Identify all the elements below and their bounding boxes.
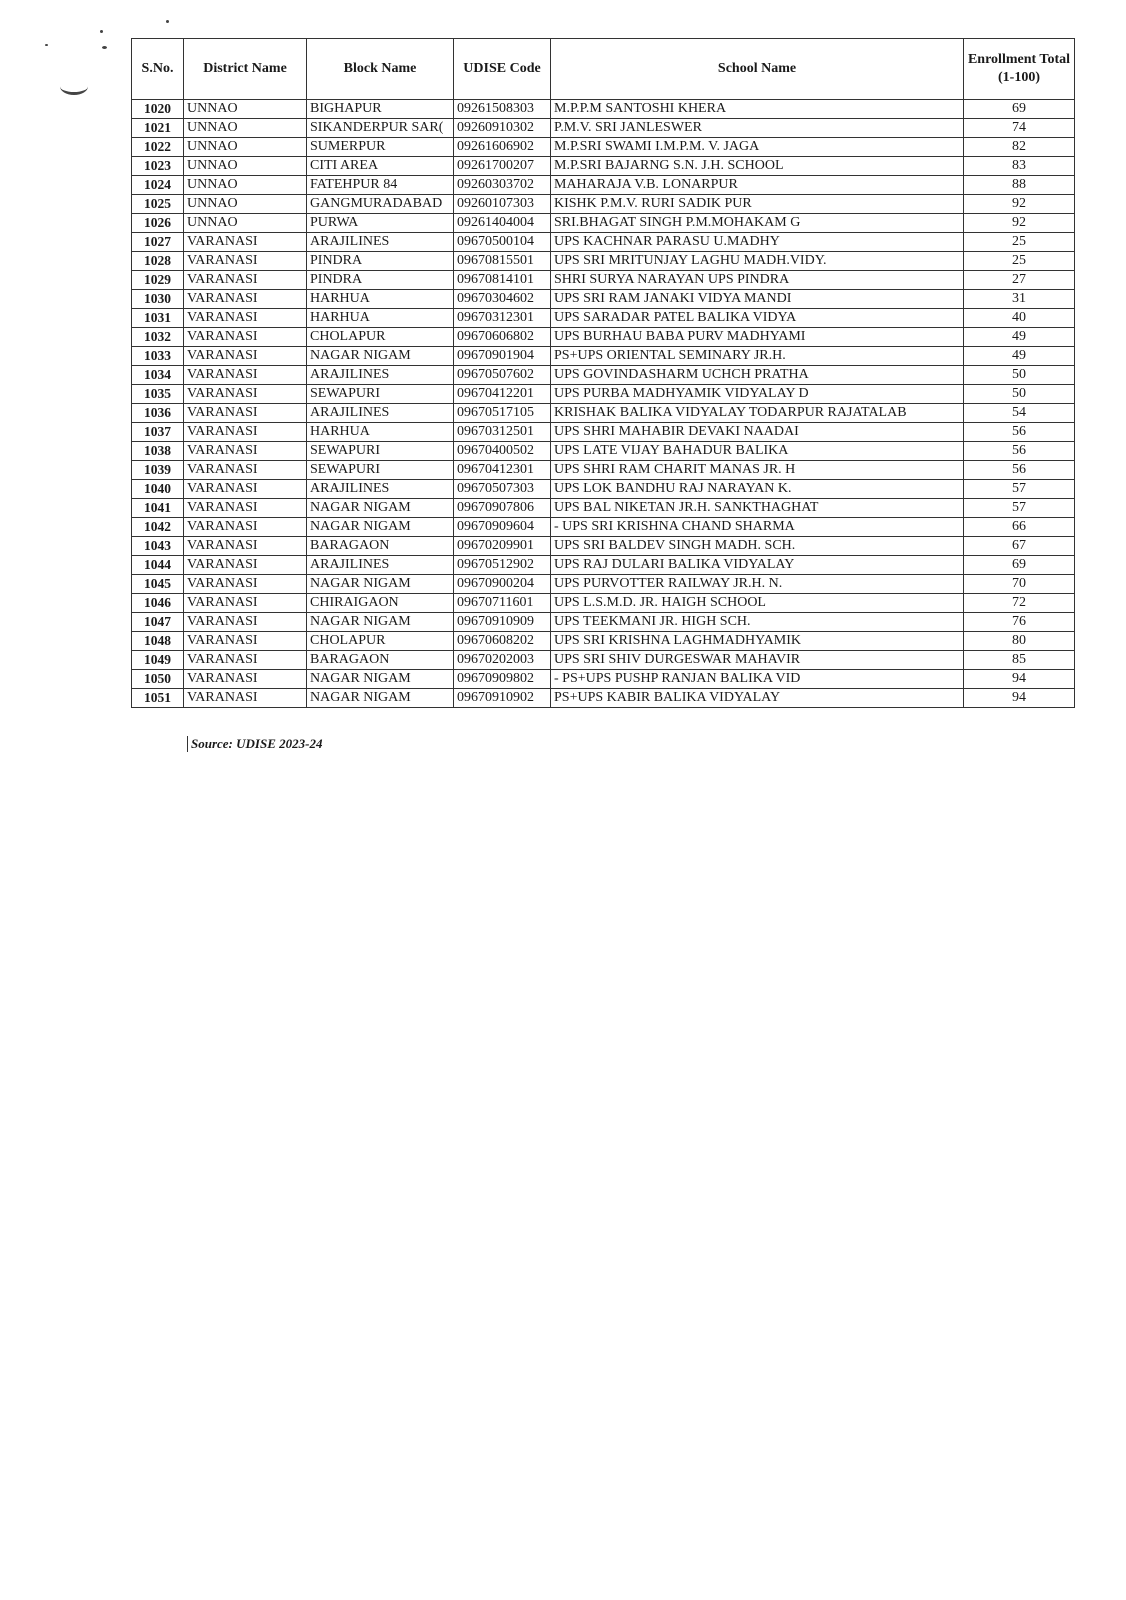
cell-block: CITI AREA — [307, 157, 454, 176]
cell-sno: 1025 — [132, 195, 184, 214]
cell-district: VARANASI — [184, 632, 307, 651]
cell-block: PINDRA — [307, 271, 454, 290]
table-row — [132, 328, 1075, 347]
cell-enrollment: 88 — [964, 176, 1075, 195]
cell-sno: 1047 — [132, 613, 184, 632]
cell-udise: 09670606802 — [454, 328, 551, 347]
cell-enrollment: 49 — [964, 347, 1075, 366]
cell-enrollment: 25 — [964, 252, 1075, 271]
cell-sno: 1037 — [132, 423, 184, 442]
table-row — [132, 480, 1075, 499]
cell-udise: 09670909604 — [454, 518, 551, 537]
source-note: Source: UDISE 2023-24 — [187, 736, 322, 752]
cell-school: M.P.SRI SWAMI I.M.P.M. V. JAGA — [551, 138, 964, 157]
table-row — [132, 575, 1075, 594]
table-row — [132, 385, 1075, 404]
table-row — [132, 195, 1075, 214]
table-row — [132, 518, 1075, 537]
cell-sno: 1021 — [132, 119, 184, 138]
cell-block: ARAJILINES — [307, 404, 454, 423]
table-row — [132, 423, 1075, 442]
cell-sno: 1045 — [132, 575, 184, 594]
cell-enrollment: 57 — [964, 480, 1075, 499]
cell-district: UNNAO — [184, 214, 307, 233]
cell-enrollment: 50 — [964, 385, 1075, 404]
cell-sno: 1041 — [132, 499, 184, 518]
cell-school: UPS L.S.M.D. JR. HAIGH SCHOOL — [551, 594, 964, 613]
cell-block: NAGAR NIGAM — [307, 689, 454, 708]
cell-block: NAGAR NIGAM — [307, 575, 454, 594]
cell-udise: 09670901904 — [454, 347, 551, 366]
cell-block: HARHUA — [307, 290, 454, 309]
cell-udise: 09670608202 — [454, 632, 551, 651]
table-row — [132, 157, 1075, 176]
cell-sno: 1043 — [132, 537, 184, 556]
cell-udise: 09670412201 — [454, 385, 551, 404]
cell-enrollment: 76 — [964, 613, 1075, 632]
cell-district: VARANASI — [184, 385, 307, 404]
cell-enrollment: 50 — [964, 366, 1075, 385]
cell-udise: 09261606902 — [454, 138, 551, 157]
cell-block: CHOLAPUR — [307, 328, 454, 347]
cell-enrollment: 94 — [964, 689, 1075, 708]
cell-block: NAGAR NIGAM — [307, 613, 454, 632]
cell-school: UPS BAL NIKETAN JR.H. SANKTHAGHAT — [551, 499, 964, 518]
cell-udise: 09670500104 — [454, 233, 551, 252]
table-row — [132, 404, 1075, 423]
table-row — [132, 537, 1075, 556]
cell-enrollment: 92 — [964, 214, 1075, 233]
cell-school: UPS RAJ DULARI BALIKA VIDYALAY — [551, 556, 964, 575]
cell-sno: 1032 — [132, 328, 184, 347]
cell-enrollment: 40 — [964, 309, 1075, 328]
cell-school: UPS SARADAR PATEL BALIKA VIDYA — [551, 309, 964, 328]
cell-udise: 09670907806 — [454, 499, 551, 518]
cell-udise: 09670202003 — [454, 651, 551, 670]
cell-block: ARAJILINES — [307, 556, 454, 575]
cell-udise: 09670507303 — [454, 480, 551, 499]
scan-mark — [60, 78, 88, 95]
cell-school: P.M.V. SRI JANLESWER — [551, 119, 964, 138]
table-row — [132, 594, 1075, 613]
cell-school: UPS LATE VIJAY BAHADUR BALIKA — [551, 442, 964, 461]
cell-district: VARANASI — [184, 537, 307, 556]
cell-district: VARANASI — [184, 461, 307, 480]
cell-sno: 1034 — [132, 366, 184, 385]
table-row — [132, 366, 1075, 385]
cell-sno: 1049 — [132, 651, 184, 670]
table-row — [132, 499, 1075, 518]
cell-enrollment: 82 — [964, 138, 1075, 157]
cell-enrollment: 54 — [964, 404, 1075, 423]
cell-block: PINDRA — [307, 252, 454, 271]
cell-block: SIKANDERPUR SAR( — [307, 119, 454, 138]
cell-block: ARAJILINES — [307, 366, 454, 385]
table-row — [132, 347, 1075, 366]
cell-district: VARANASI — [184, 252, 307, 271]
cell-district: VARANASI — [184, 575, 307, 594]
cell-block: BARAGAON — [307, 537, 454, 556]
cell-sno: 1027 — [132, 233, 184, 252]
cell-udise: 09260303702 — [454, 176, 551, 195]
cell-sno: 1038 — [132, 442, 184, 461]
header-udise: UDISE Code — [454, 39, 551, 100]
cell-district: VARANASI — [184, 423, 307, 442]
cell-district: VARANASI — [184, 518, 307, 537]
cell-sno: 1031 — [132, 309, 184, 328]
cell-sno: 1050 — [132, 670, 184, 689]
cell-enrollment: 27 — [964, 271, 1075, 290]
cell-udise: 09670909802 — [454, 670, 551, 689]
cell-sno: 1033 — [132, 347, 184, 366]
cell-school: UPS GOVINDASHARM UCHCH PRATHA — [551, 366, 964, 385]
cell-school: UPS SRI BALDEV SINGH MADH. SCH. — [551, 537, 964, 556]
cell-school: UPS SRI KRISHNA LAGHMADHYAMIK — [551, 632, 964, 651]
cell-udise: 09670312301 — [454, 309, 551, 328]
header-school: School Name — [551, 39, 964, 100]
cell-enrollment: 85 — [964, 651, 1075, 670]
cell-district: VARANASI — [184, 689, 307, 708]
cell-school: PS+UPS ORIENTAL SEMINARY JR.H. — [551, 347, 964, 366]
cell-school: UPS PURVOTTER RAILWAY JR.H. N. — [551, 575, 964, 594]
table-row — [132, 252, 1075, 271]
cell-enrollment: 74 — [964, 119, 1075, 138]
cell-district: UNNAO — [184, 195, 307, 214]
cell-udise: 09261700207 — [454, 157, 551, 176]
cell-sno: 1042 — [132, 518, 184, 537]
cell-enrollment: 69 — [964, 100, 1075, 119]
cell-udise: 09670209901 — [454, 537, 551, 556]
table-row — [132, 670, 1075, 689]
cell-enrollment: 94 — [964, 670, 1075, 689]
cell-sno: 1040 — [132, 480, 184, 499]
cell-school: UPS SRI RAM JANAKI VIDYA MANDI — [551, 290, 964, 309]
cell-school: M.P.P.M SANTOSHI KHERA — [551, 100, 964, 119]
cell-block: NAGAR NIGAM — [307, 347, 454, 366]
cell-udise: 09670517105 — [454, 404, 551, 423]
cell-school: KRISHAK BALIKA VIDYALAY TODARPUR RAJATALAB — [551, 404, 964, 423]
cell-school: - UPS SRI KRISHNA CHAND SHARMA — [551, 518, 964, 537]
cell-block: BIGHAPUR — [307, 100, 454, 119]
cell-udise: 09261404004 — [454, 214, 551, 233]
cell-district: VARANASI — [184, 442, 307, 461]
cell-sno: 1023 — [132, 157, 184, 176]
scan-speck — [100, 30, 103, 33]
table-row — [132, 290, 1075, 309]
cell-enrollment: 49 — [964, 328, 1075, 347]
header-sno: S.No. — [132, 39, 184, 100]
table-row — [132, 556, 1075, 575]
cell-school: UPS SRI MRITUNJAY LAGHU MADH.VIDY. — [551, 252, 964, 271]
cell-school: KISHK P.M.V. RURI SADIK PUR — [551, 195, 964, 214]
cell-sno: 1029 — [132, 271, 184, 290]
cell-school: PS+UPS KABIR BALIKA VIDYALAY — [551, 689, 964, 708]
table-row — [132, 613, 1075, 632]
cell-enrollment: 67 — [964, 537, 1075, 556]
cell-school: SRI.BHAGAT SINGH P.M.MOHAKAM G — [551, 214, 964, 233]
cell-district: UNNAO — [184, 176, 307, 195]
cell-sno: 1044 — [132, 556, 184, 575]
cell-sno: 1024 — [132, 176, 184, 195]
cell-district: VARANASI — [184, 480, 307, 499]
cell-udise: 09670304602 — [454, 290, 551, 309]
cell-enrollment: 83 — [964, 157, 1075, 176]
cell-udise: 09670400502 — [454, 442, 551, 461]
cell-school: UPS BURHAU BABA PURV MADHYAMI — [551, 328, 964, 347]
cell-block: FATEHPUR 84 — [307, 176, 454, 195]
cell-district: VARANASI — [184, 366, 307, 385]
cell-sno: 1030 — [132, 290, 184, 309]
cell-school: UPS LOK BANDHU RAJ NARAYAN K. — [551, 480, 964, 499]
cell-enrollment: 57 — [964, 499, 1075, 518]
cell-sno: 1048 — [132, 632, 184, 651]
cell-block: ARAJILINES — [307, 480, 454, 499]
cell-block: HARHUA — [307, 309, 454, 328]
cell-school: UPS TEEKMANI JR. HIGH SCH. — [551, 613, 964, 632]
cell-enrollment: 69 — [964, 556, 1075, 575]
cell-enrollment: 56 — [964, 461, 1075, 480]
table-row — [132, 214, 1075, 233]
cell-district: VARANASI — [184, 613, 307, 632]
cell-sno: 1039 — [132, 461, 184, 480]
cell-enrollment: 56 — [964, 423, 1075, 442]
cell-udise: 09260107303 — [454, 195, 551, 214]
header-block: Block Name — [307, 39, 454, 100]
cell-sno: 1046 — [132, 594, 184, 613]
cell-school: UPS SHRI RAM CHARIT MANAS JR. H — [551, 461, 964, 480]
cell-school: UPS KACHNAR PARASU U.MADHY — [551, 233, 964, 252]
cell-block: HARHUA — [307, 423, 454, 442]
cell-block: GANGMURADABAD — [307, 195, 454, 214]
cell-block: CHOLAPUR — [307, 632, 454, 651]
cell-district: UNNAO — [184, 138, 307, 157]
cell-sno: 1026 — [132, 214, 184, 233]
cell-block: PURWA — [307, 214, 454, 233]
scan-speck — [102, 46, 107, 49]
cell-district: VARANASI — [184, 499, 307, 518]
cell-block: SUMERPUR — [307, 138, 454, 157]
table-row — [132, 138, 1075, 157]
table-row — [132, 461, 1075, 480]
table-row — [132, 176, 1075, 195]
cell-udise: 09261508303 — [454, 100, 551, 119]
cell-udise: 09670900204 — [454, 575, 551, 594]
enrollment-table — [131, 38, 1075, 708]
cell-sno: 1051 — [132, 689, 184, 708]
cell-enrollment: 31 — [964, 290, 1075, 309]
cell-sno: 1022 — [132, 138, 184, 157]
cell-district: VARANASI — [184, 290, 307, 309]
cell-district: UNNAO — [184, 100, 307, 119]
cell-sno: 1036 — [132, 404, 184, 423]
cell-block: SEWAPURI — [307, 385, 454, 404]
scan-speck — [45, 44, 48, 46]
cell-udise: 09670507602 — [454, 366, 551, 385]
cell-enrollment: 25 — [964, 233, 1075, 252]
cell-block: SEWAPURI — [307, 461, 454, 480]
cell-district: VARANASI — [184, 651, 307, 670]
cell-udise: 09670910902 — [454, 689, 551, 708]
cell-district: VARANASI — [184, 347, 307, 366]
cell-udise: 09670512902 — [454, 556, 551, 575]
cell-udise: 09670412301 — [454, 461, 551, 480]
table-row — [132, 442, 1075, 461]
cell-block: ARAJILINES — [307, 233, 454, 252]
cell-enrollment: 92 — [964, 195, 1075, 214]
cell-school: MAHARAJA V.B. LONARPUR — [551, 176, 964, 195]
cell-sno: 1020 — [132, 100, 184, 119]
cell-enrollment: 70 — [964, 575, 1075, 594]
cell-school: UPS SRI SHIV DURGESWAR MAHAVIR — [551, 651, 964, 670]
cell-district: VARANASI — [184, 556, 307, 575]
cell-udise: 09670815501 — [454, 252, 551, 271]
table-header-row — [132, 39, 1075, 100]
cell-enrollment: 80 — [964, 632, 1075, 651]
cell-enrollment: 56 — [964, 442, 1075, 461]
cell-block: NAGAR NIGAM — [307, 518, 454, 537]
cell-school: M.P.SRI BAJARNG S.N. J.H. SCHOOL — [551, 157, 964, 176]
table-row — [132, 100, 1075, 119]
cell-school: - PS+UPS PUSHP RANJAN BALIKA VID — [551, 670, 964, 689]
header-district: District Name — [184, 39, 307, 100]
cell-block: CHIRAIGAON — [307, 594, 454, 613]
header-enrollment: Enrollment Total (1-100) — [964, 39, 1075, 100]
cell-udise: 09670711601 — [454, 594, 551, 613]
cell-block: SEWAPURI — [307, 442, 454, 461]
cell-district: VARANASI — [184, 404, 307, 423]
scan-speck — [166, 20, 169, 23]
cell-enrollment: 72 — [964, 594, 1075, 613]
table-row — [132, 233, 1075, 252]
table-row — [132, 119, 1075, 138]
cell-block: BARAGAON — [307, 651, 454, 670]
cell-block: NAGAR NIGAM — [307, 670, 454, 689]
table-row — [132, 309, 1075, 328]
cell-udise: 09670910909 — [454, 613, 551, 632]
cell-sno: 1035 — [132, 385, 184, 404]
table-row — [132, 651, 1075, 670]
table-row — [132, 632, 1075, 651]
cell-sno: 1028 — [132, 252, 184, 271]
table-body — [132, 100, 1075, 708]
cell-district: VARANASI — [184, 328, 307, 347]
cell-udise: 09260910302 — [454, 119, 551, 138]
cell-district: VARANASI — [184, 233, 307, 252]
table-row — [132, 689, 1075, 708]
cell-district: VARANASI — [184, 670, 307, 689]
cell-block: NAGAR NIGAM — [307, 499, 454, 518]
cell-district: VARANASI — [184, 271, 307, 290]
cell-district: UNNAO — [184, 119, 307, 138]
table-row — [132, 271, 1075, 290]
cell-udise: 09670814101 — [454, 271, 551, 290]
cell-school: SHRI SURYA NARAYAN UPS PINDRA — [551, 271, 964, 290]
cell-district: VARANASI — [184, 309, 307, 328]
cell-school: UPS PURBA MADHYAMIK VIDYALAY D — [551, 385, 964, 404]
cell-udise: 09670312501 — [454, 423, 551, 442]
cell-district: UNNAO — [184, 157, 307, 176]
cell-district: VARANASI — [184, 594, 307, 613]
cell-school: UPS SHRI MAHABIR DEVAKI NAADAI — [551, 423, 964, 442]
cell-enrollment: 66 — [964, 518, 1075, 537]
